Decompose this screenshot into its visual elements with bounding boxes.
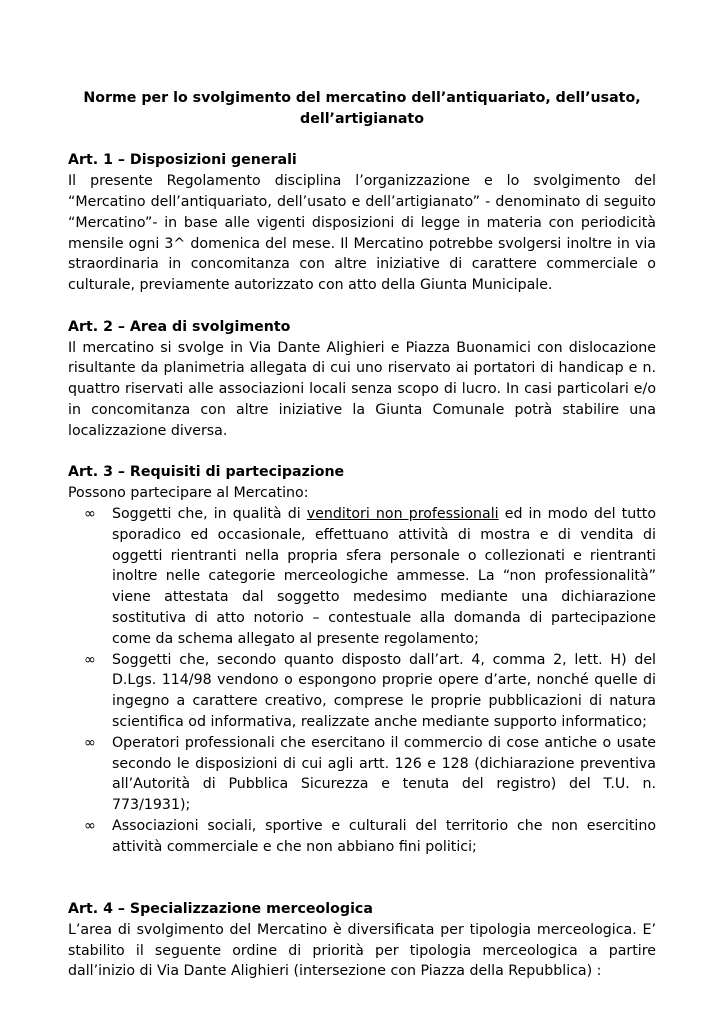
document-page <box>68 88 656 982</box>
item2-text: Soggetti che, secondo quanto disposto dall’art. 4, comma 2, lett. H) del D.Lgs. 114/98 vendono o espongono proprie opere d’arte, nonché quelle di ingegno a carattere creativo, comprese le proprie pubblicazioni di natura scientifica od informativa, realizzate anche mediante supporto informatico; <box>112 651 656 730</box>
art3-heading: Art. 3 – Requisiti di partecipazione <box>68 464 345 481</box>
item1-text-before: Soggetti che, in qualità di <box>112 505 307 522</box>
item3-text: Operatori professionali che esercitano il commercio di cose antiche o usate secondo le disposizioni di cui agli artt. 126 e 128 (dichiarazione preventiva all’Autorità di Pubblica Sicurezza e tenuta del registro) del T.U. n. 773/1931); <box>112 734 656 814</box>
infinity-bullet-icon: ∞ <box>84 817 96 834</box>
item1-underlined-text: venditori non professionali <box>306 505 499 522</box>
art1-heading: Art. 1 – Disposizioni generali <box>68 152 297 169</box>
title-line-2: dell’artigianato <box>300 110 424 127</box>
infinity-bullet-icon: ∞ <box>84 505 96 522</box>
list-item <box>68 816 656 858</box>
item1-text-after: ed in modo del tutto sporadico ed occasionale, effettuano attività di mostra e di vendita di oggetti rientranti nella propria sfera personale o collezionati e rientranti inoltre nelle categorie merceologiche ammesse. La “non professionalità” viene attestata dal soggetto medesimo mediante una dichiarazione sostitutiva di atto notorio – contestuale alla domanda di partecipazione come da schema allegato al presente regolamento; <box>112 505 656 647</box>
infinity-bullet-icon: ∞ <box>84 734 96 751</box>
title-line-1: Norme per lo svolgimento del mercatino dell’antiquariato, dell’usato, <box>83 90 641 106</box>
art1-text: Il presente Regolamento disciplina l’organizzazione e lo svolgimento del “Mercatino dell’antiquariato, dell’usato e dell’artigianato” - denominato di seguito “Mercatino”- in base alle vigenti disposizioni di legge in materia con periodicità mensile ogni 3^ domenica del mese. Il Mercatino potrebbe svolgersi inoltre in via straordinaria in concomitanza con altre iniziative di carattere commerciale o culturale, previamente autorizzato con atto della Giunta Municipale. <box>68 173 656 294</box>
list-item <box>68 504 656 650</box>
art4-text: L’area di svolgimento del Mercatino è diversificata per tipologia merceologica. E’ stabilito il seguente ordine di priorità per tipologia merceologica a partire dall’inizio di Via Dante Alighieri (intersezione con Piazza della Repubblica) : <box>68 921 656 980</box>
art2-heading: Art. 2 – Area di svolgimento <box>68 318 291 335</box>
document-title <box>68 88 656 130</box>
art4-heading: Art. 4 – Specializzazione merceologica <box>68 901 373 918</box>
art2-text: Il mercatino si svolge in Via Dante Alighieri e Piazza Buonamici con dislocazione risultante da planimetria allegata di cui uno riservato ai portatori di handicap e n. quattro riservati alle associazioni locali senza scopo di lucro. In casi particolari e/o in concomitanza con altre iniziative la Giunta Comunale potrà stabilire una localizzazione diversa. <box>68 339 656 439</box>
infinity-bullet-icon: ∞ <box>84 651 96 668</box>
list-item <box>68 650 656 733</box>
list-item <box>68 733 656 816</box>
item4-text: Associazioni sociali, sportive e culturali del territorio che non esercitino attività commerciale e che non abbiano fini politici; <box>112 817 656 855</box>
art3-requirements-list <box>68 504 656 858</box>
art3-intro: Possono partecipare al Mercatino: <box>68 485 309 502</box>
